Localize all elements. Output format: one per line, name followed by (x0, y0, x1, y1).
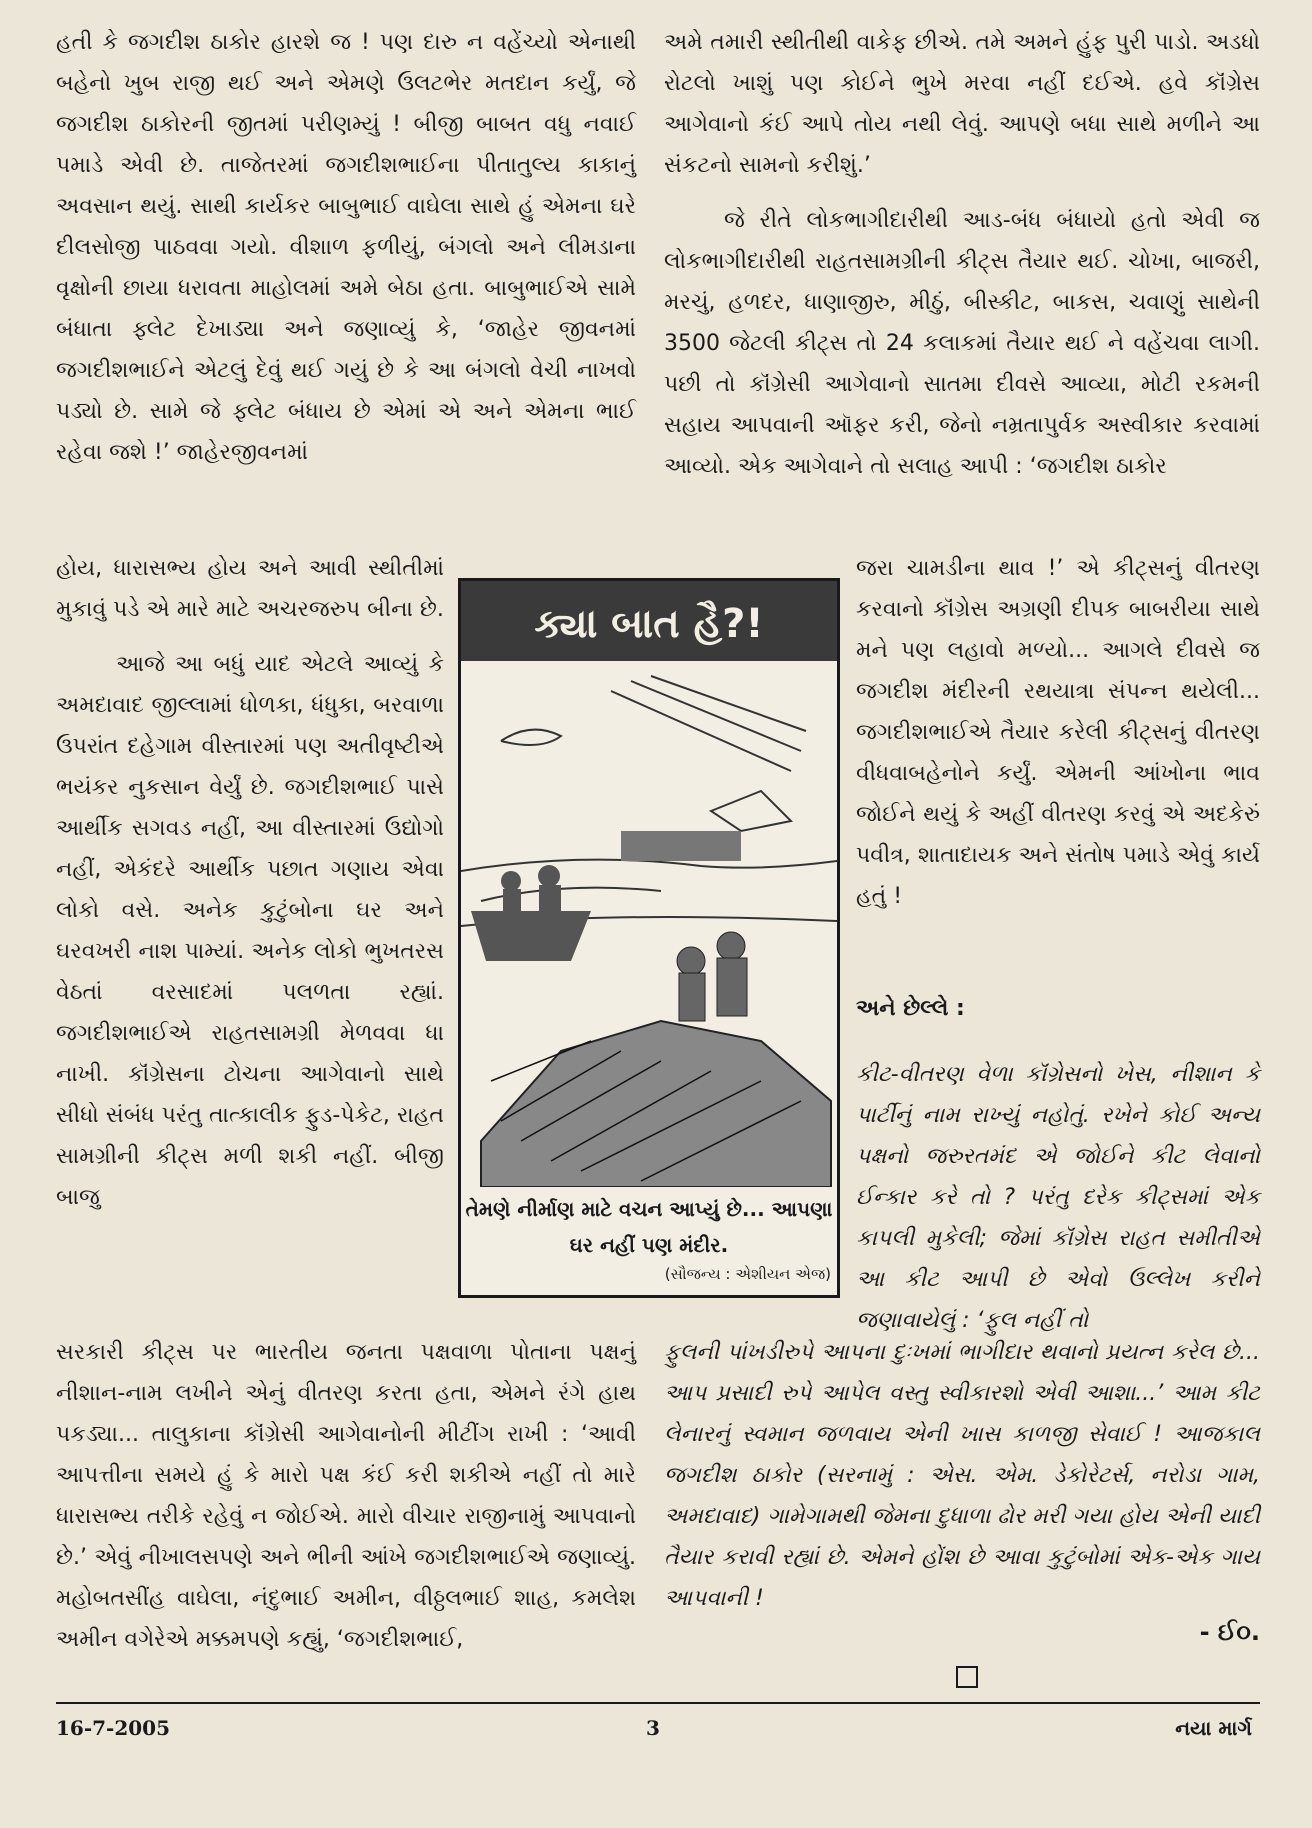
cartoon-credit: (સૌજન્ય : એશીયન એજ) (664, 1265, 831, 1283)
footer-divider (56, 1702, 1260, 1704)
closing-column-wide (664, 1332, 1260, 1619)
article-column-left-bottom (56, 1332, 636, 1660)
footer-page-number: 3 (646, 1716, 660, 1740)
cartoon-illustration (461, 581, 837, 1187)
article-column-right-narrow (856, 548, 1260, 917)
cartoon-caption: તેમણે નીર્માણ માટે વચન આપ્યું છે... આપણા ઘર નહીં પણ મંદીર. (465, 1197, 833, 1257)
paragraph: ફુલની પાંખડીરુપે આપના દુઃખમાં ભાગીદાર થવાનો પ્રયત્ન કરેલ છે... આપ પ્રસાદી રુપે આપેલ વસ્તુ સ્વીકારશો એવી આશા...’ આમ કીટ લેનારનું સ્વમાન જળવાય એની ખાસ કાળજી સેવાઈ ! આજકાલ જગદીશ ઠાકોર (સરનામું : એસ. એમ. ડેકોરેટર્સ, નરોડા ગામ, અમદાવાદ) ગામેગામથી જેમના દુધાળા ઢોર મરી ગયા હોય એની યાદી તૈયાર કરાવી રહ્યાં છે. એમને હોંશ છે આવા કુટુંબોમાં એક-એક ગાય આપવાની ! (664, 1340, 1260, 1611)
paragraph: હોય, ધારાસભ્ય હોય અને આવી સ્થીતીમાં મુકાવું પડે એ મારે માટે અચરજરુપ બીના છે. (56, 556, 444, 622)
paragraph: આજે આ બધું યાદ એટલે આવ્યું કે અમદાવાદ જીલ્લામાં ધોળકા, ધંધુકા, બરવાળા ઉપરાંત દહેગામ વીસ્તારમાં પણ અતીવૃષ્ટીએ ભયંકર નુકસાન વેર્યું છે. જગદીશભાઈ પાસે આર્થીક સગવડ નહીં, આ વીસ્તારમાં ઉદ્યોગો નહીં, એકંદરે આર્થીક પછાત ગણાય એવા લોકો વસે. અનેક કુટુંબોના ઘર અને ઘરવખરી નાશ પામ્યાં. અનેક લોકો ભુખતરસ વેઠતાં વરસાદમાં પલળતા રહ્યાં. જગદીશભાઈએ રાહતસામગ્રી મેળવવા ધા નાખી. કૉંગ્રેસના ટોચના આગેવાનો સાથે સીધો સંબંધ પરંતુ તાત્કાલીક ફુડ-પેકેટ, રાહત સામગ્રીની કીટ્સ મળી શકી નહીં. બીજી બાજુ (56, 652, 444, 1210)
section-heading: અને છેલ્લે : (856, 996, 965, 1021)
article-column-left-top (56, 22, 636, 473)
paragraph: હતી કે જગદીશ ઠાકોર હારશે જ ! પણ દારુ ન વહેંચ્યો એનાથી બહેનો ખુબ રાજી થઈ અને એમણે ઉલટભેર મતદાન કર્યું, જે જગદીશ ઠાકોરની જીતમાં પરીણમ્યું ! બીજી બાબત વધુ નવાઈ પમાડે એવી છે. તાજેતરમાં જગદીશભાઈના પીતાતુલ્ય કાકાનું અવસાન થયું. સાથી કાર્યકર બાબુભાઈ વાઘેલા સાથે હું એમના ઘરે દીલસોજી પાઠવવા ગયો. વીશાળ ફળીયું, બંગલો અને લીમડાના વૃક્ષોની છાયા ધરાવતા માહોલમાં અમે બેઠા હતા. બાબુભાઈએ સામે બંધાતા ફ્લેટ દેખાડ્યા અને જણાવ્યું કે, ‘જાહેર જીવનમાં જગદીશભાઈને એટલું દેવું થઈ ગયું છે કે આ બંગલો વેચી નાખવો પડ્યો છે. સામે જે ફ્લેટ બંધાય છે એમાં એ અને એમના ભાઈ રહેવા જશે !’ જાહેરજીવનમાં (56, 30, 636, 465)
cartoon-banner: ક્યા બાત હૈ?! (534, 601, 764, 647)
article-column-right-top (664, 22, 1260, 487)
article-column-left-narrow (56, 548, 444, 1218)
author-signature: - ઈ૦. (1199, 1618, 1260, 1646)
paragraph: સરકારી કીટ્સ પર ભારતીય જનતા પક્ષવાળા પોતાના પક્ષનું નીશાન-નામ લખીને એનું વીતરણ કરતા હતા, એમને રંગે હાથ પકડ્યા... તાલુકાના કૉંગ્રેસી આગેવાનોની મીટીંગ રાખી : ‘આવી આપત્તીના સમયે હું કે મારો પક્ષ કંઈ કરી શકીએ નહીં તો મારે ધારાસભ્ય તરીકે રહેવું ન જોઈએ. મારો વીચાર રાજીનામું આપવાનો છે.’ એવું નીખાલસપણે અને ભીની આંખે જગદીશભાઈએ જણાવ્યું. મહોબતસીંહ વાઘેલા, નંદુભાઈ અમીન, વીઠ્ઠલભાઈ શાહ, કમલેશ અમીન વગેરેએ મક્કમપણે કહ્યું, ‘જગદીશભાઈ, (56, 1340, 636, 1652)
footer-date: 16-7-2005 (56, 1716, 171, 1740)
closing-column-narrow (856, 1054, 1260, 1341)
paragraph: કીટ-વીતરણ વેળા કૉંગ્રેસનો ખેસ, નીશાન કે પાર્ટીનું નામ રાખ્યું નહોતું. રખેને કોઈ અન્ય પક્ષનો જરુરતમંદ એ જોઈને કીટ લેવાનો ઈન્કાર કરે તો ? પરંતુ દરેક કીટ્સમાં એક કાપલી મુકેલી; જેમાં કૉંગ્રેસ રાહત સમીતીએ આ કીટ આપી છે એવો ઉલ્લેખ કરીને જણાવાયેલું : ‘ફુલ નહીં તો (856, 1062, 1260, 1333)
paragraph: જે રીતે લોકભાગીદારીથી આડ-બંધ બંધાયો હતો એવી જ લોકભાગીદારીથી રાહતસામગ્રીની કીટ્સ તૈયાર થઈ. ચોખા, બાજરી, મરચું, હળદર, ધાણાજીરુ, મીઠું, બીસ્કીટ, બાકસ, ચવાણું સાથેની 3500 જેટલી કીટ્સ તો 24 કલાકમાં તૈયાર થઈ ને વહેંચવા લાગી. પછી તો કૉંગ્રેસી આગેવાનો સાતમા દીવસે આવ્યા, મોટી રકમની સહાય આપવાની ઑફર કરી, જેનો નમ્રતાપુર્વક અસ્વીકાર કરવામાં આવ્યો. એક આગેવાને તો સલાહ આપી : ‘જગદીશ ઠાકોર (664, 208, 1260, 479)
cartoon-box (458, 578, 840, 1298)
paragraph: અમે તમારી સ્થીતીથી વાકેફ છીએ. તમે અમને હુંફ પુરી પાડો. અડધો રોટલો ખાશું પણ કોઈને ભુખે મરવા નહીં દઈએ. હવે કૉંગ્રેસ આગેવાનો કંઈ આપે તોય નથી લેવું. આપણે બધા સાથે મળીને આ સંકટનો સામનો કરીશું.’ (664, 30, 1260, 178)
footer-publication: નયા માર્ગ (1175, 1716, 1252, 1740)
paragraph: જરા ચામડીના થાવ !’ એ કીટ્સનું વીતરણ કરવાનો કૉંગ્રેસ અગ્રણી દીપક બાબરીયા સાથે મને પણ લહાવો મળ્યો... આગલે દીવસે જ જગદીશ મંદીરની રથયાત્રા સંપન્ન થયેલી... જગદીશભાઈએ તૈયાર કરેલી કીટ્સનું વીતરણ વીધવાબહેનોને કર્યું. એમની આંખોના ભાવ જોઈને થયું કે અહીં વીતરણ કરવું એ અદકેરું પવીત્ર, શાતાદાયક અને સંતોષ પમાડે એવું કાર્ય હતું ! (856, 556, 1260, 909)
end-of-article-mark (956, 1666, 978, 1688)
